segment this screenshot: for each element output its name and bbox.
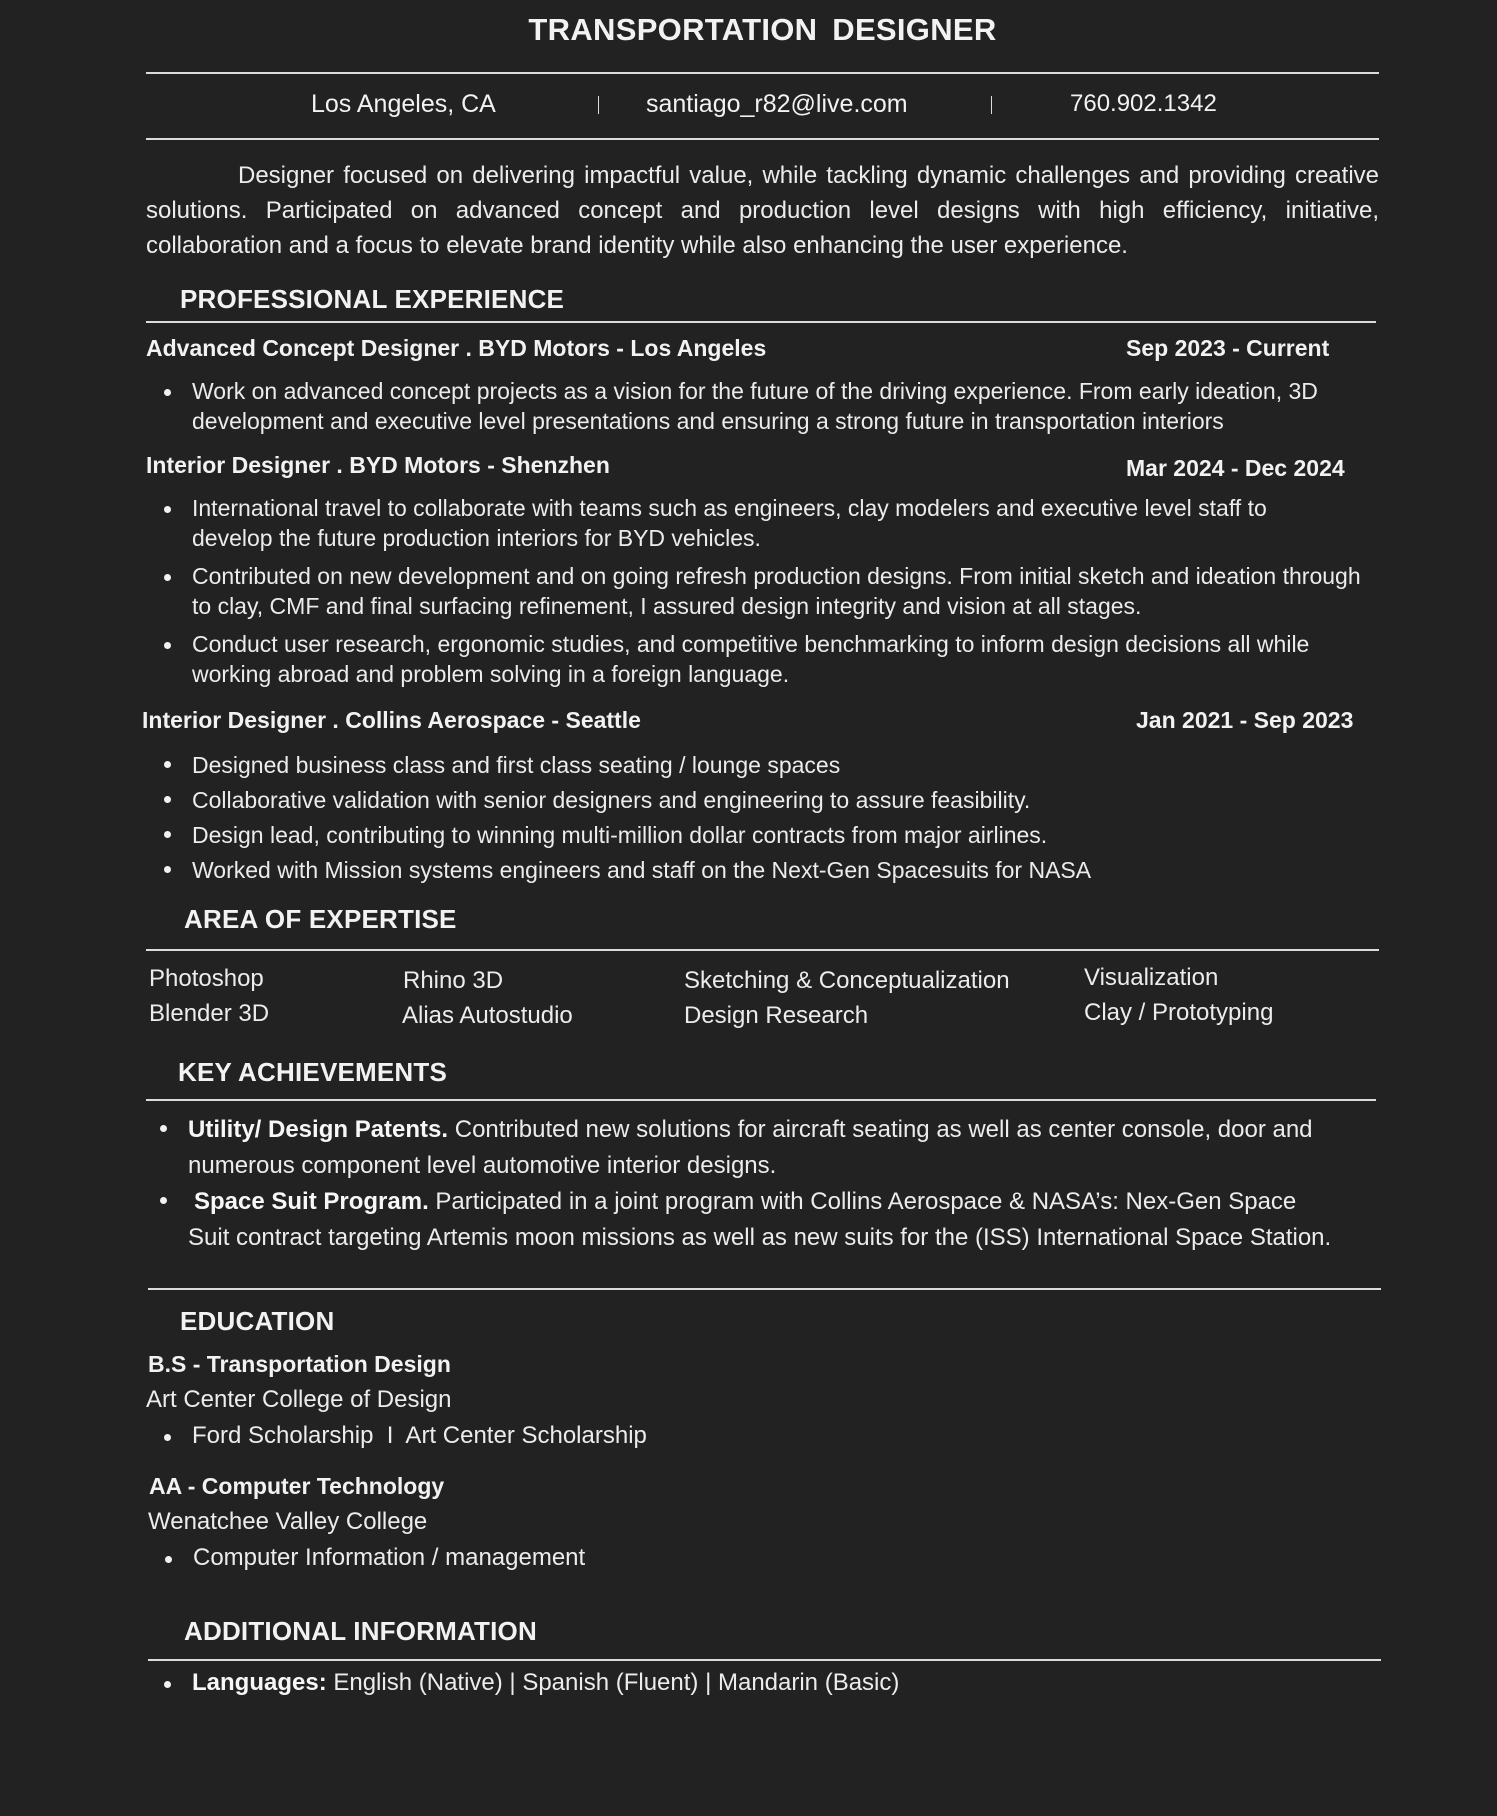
job-dates: Sep 2023 - Current [1126,335,1330,361]
languages-item [146,1668,1146,1698]
job-bullet: International travel to collaborate with teams such as engineers, clay modelers and executive level staff to develop the future production interiors for BYD vehicles. [146,493,1379,553]
section-heading-achievements: KEY ACHIEVEMENTS [178,1057,448,1087]
job-bullet-list [146,376,1379,436]
profile-summary: Designer focused on delivering impactful value, while tackling dynamic challenges and providing creative solutions. Participated on advanced concept and production level designs with high efficiency, initiative, collaboration and a focus to elevate brand identity while also enhancing the user experience. [146,162,1379,259]
contact-separator [991,96,992,114]
languages-text: English (Native) | Spanish (Fluent) | Mandarin (Basic) [326,1669,900,1696]
education-detail: Computer Information / management [147,1543,947,1573]
section-rule-achievements [146,1099,1376,1101]
contact-separator [598,96,599,114]
job-dates: Jan 2021 - Sep 2023 [1136,707,1354,733]
achievement-text: Participated in a joint program with Collins Aerospace & NASA’s: Nex-Gen Space Suit contract targeting Artemis moon missions as well as new suits for the (ISS) International Space Station. [188,1188,1332,1251]
skill-item: Alias Autostudio [402,1002,573,1029]
section-heading-experience: PROFESSIONAL EXPERIENCE [180,284,565,314]
job-bullet: Design lead, contributing to winning multi-million dollar contracts from major airlines. [146,818,1379,853]
section-rule-expertise [146,949,1379,951]
contact-phone: 760.902.1342 [1070,90,1217,117]
achievement-text: Contributed new solutions for aircraft seating as well as center console, door and numerous component level automotive interior designs. [188,1116,1313,1179]
achievement-item [142,1184,1352,1256]
job-title: Interior Designer . Collins Aerospace - Seattle [142,707,641,733]
job-bullet: Worked with Mission systems engineers and staff on the Next-Gen Spacesuits for NASA [146,853,1379,888]
job-bullet-list [146,748,1379,888]
skill-item: Visualization [1084,964,1219,991]
skill-item: Clay / Prototyping [1084,999,1274,1026]
job-title: Interior Designer . BYD Motors - Shenzhen [146,452,610,478]
section-rule-experience [146,321,1376,323]
education-detail-list [147,1543,947,1573]
job-dates: Mar 2024 - Dec 2024 [1126,455,1345,481]
job-bullet: Work on advanced concept projects as a vision for the future of the driving experience. From early ideation, 3D development and executive level presentations and ensuring a strong future in transportation interiors [146,376,1379,436]
education-school: Art Center College of Design [146,1386,452,1413]
education-detail: Ford Scholarship I Art Center Scholarship [146,1421,946,1451]
job-bullet: Contributed on new development and on going refresh production designs. From initial sketch and ideation through to clay, CMF and final surfacing refinement, I assured design integrity and vision at all stages. [146,561,1379,621]
skill-item: Rhino 3D [403,967,504,994]
contact-email[interactable]: santiago_r82@live.com [646,90,908,118]
skill-item: Design Research [684,1002,869,1029]
header-top-rule [146,72,1379,74]
skill-item: Sketching & Conceptualization [684,967,1010,994]
section-heading-expertise: AREA OF EXPERTISE [184,904,457,934]
job-title: Advanced Concept Designer . BYD Motors - Los Angeles [146,335,767,361]
education-degree: B.S - Transportation Design [148,1351,451,1377]
skill-item: Photoshop [149,965,264,992]
additional-info-list [146,1668,1146,1698]
achievement-list [142,1112,1352,1256]
job-bullet: Designed business class and first class seating / lounge spaces [146,748,1379,783]
education-detail-list [146,1421,946,1451]
section-heading-education: EDUCATION [180,1306,335,1336]
section-rule-education-top [148,1288,1381,1290]
resume-title: TRANSPORTATION DESIGNER [528,12,997,47]
header-bottom-rule [146,138,1379,140]
achievement-label: Utility/ Design Patents. [188,1116,449,1143]
section-heading-additional: ADDITIONAL INFORMATION [184,1616,537,1646]
job-bullet: Collaborative validation with senior designers and engineering to assure feasibility. [146,783,1379,818]
education-school: Wenatchee Valley College [148,1508,428,1535]
skill-item: Blender 3D [149,1000,270,1027]
job-bullet-list [146,493,1379,689]
section-rule-additional [148,1659,1381,1661]
languages-label: Languages: [192,1669,327,1696]
achievement-item [142,1112,1352,1184]
job-bullet: Conduct user research, ergonomic studies, and competitive benchmarking to inform design decisions all while working abroad and problem solving in a foreign language. [146,629,1379,689]
achievement-label: Space Suit Program. [194,1188,429,1215]
contact-location: Los Angeles, CA [311,90,496,118]
education-degree: AA - Computer Technology [149,1473,445,1499]
